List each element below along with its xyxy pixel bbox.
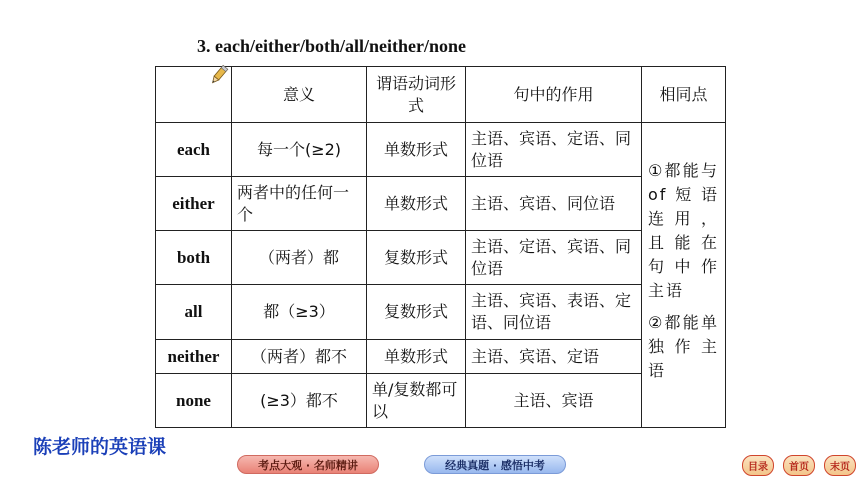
- common-point-cell: [642, 123, 726, 428]
- table-row: [156, 123, 726, 177]
- row-verb-form: 复数形式: [367, 285, 466, 340]
- row-verb-form: 复数形式: [367, 231, 466, 285]
- header-row: [156, 67, 726, 123]
- header-verb-form: 谓语动词形式: [367, 67, 466, 123]
- row-word: neither: [156, 340, 232, 374]
- table-row: [156, 340, 726, 374]
- table-row: [156, 374, 726, 428]
- row-verb-form: 单数形式: [367, 340, 466, 374]
- contents-button[interactable]: 目录: [742, 455, 774, 476]
- row-word: each: [156, 123, 232, 177]
- common-point-2: ②都能单独作主语: [648, 313, 719, 380]
- row-meaning: 都（≥3）: [232, 285, 367, 340]
- header-common: 相同点: [642, 67, 726, 123]
- row-role: 主语、宾语: [466, 374, 642, 428]
- row-meaning: （两者）都不: [232, 340, 367, 374]
- row-verb-form: 单数形式: [367, 123, 466, 177]
- header-role: 句中的作用: [466, 67, 642, 123]
- row-word: all: [156, 285, 232, 340]
- table-row: [156, 177, 726, 231]
- row-meaning: 每一个(≥2): [232, 123, 367, 177]
- row-verb-form: 单数形式: [367, 177, 466, 231]
- header-meaning: 意义: [232, 67, 367, 123]
- row-meaning: (≥3）都不: [232, 374, 367, 428]
- row-role: 主语、宾语、表语、定语、同位语: [466, 285, 642, 340]
- last-page-button[interactable]: 末页: [824, 455, 856, 476]
- row-verb-form: 单/复数都可以: [367, 374, 466, 428]
- kaodian-button[interactable]: 考点大观 · 名师精讲: [237, 455, 379, 474]
- zhenti-button[interactable]: 经典真题 · 感悟中考: [424, 455, 566, 474]
- table-row: [156, 231, 726, 285]
- table-row: [156, 285, 726, 340]
- row-word: either: [156, 177, 232, 231]
- row-word: both: [156, 231, 232, 285]
- row-word: none: [156, 374, 232, 428]
- pencil-icon: [208, 64, 230, 86]
- comparison-table: [155, 66, 726, 428]
- home-button[interactable]: 首页: [783, 455, 815, 476]
- row-meaning: 两者中的任何一个: [232, 177, 367, 231]
- brand-label: 陈老师的英语课: [33, 436, 167, 458]
- row-role: 主语、宾语、定语: [466, 340, 642, 374]
- page-title: 3. each/either/both/all/neither/none: [197, 36, 466, 56]
- row-role: 主语、宾语、同位语: [466, 177, 642, 231]
- row-meaning: （两者）都: [232, 231, 367, 285]
- row-role: 主语、宾语、定语、同位语: [466, 123, 642, 177]
- row-role: 主语、定语、宾语、同位语: [466, 231, 642, 285]
- common-point-1: ①都能与of短语连用，且能在句中作主语: [648, 161, 719, 300]
